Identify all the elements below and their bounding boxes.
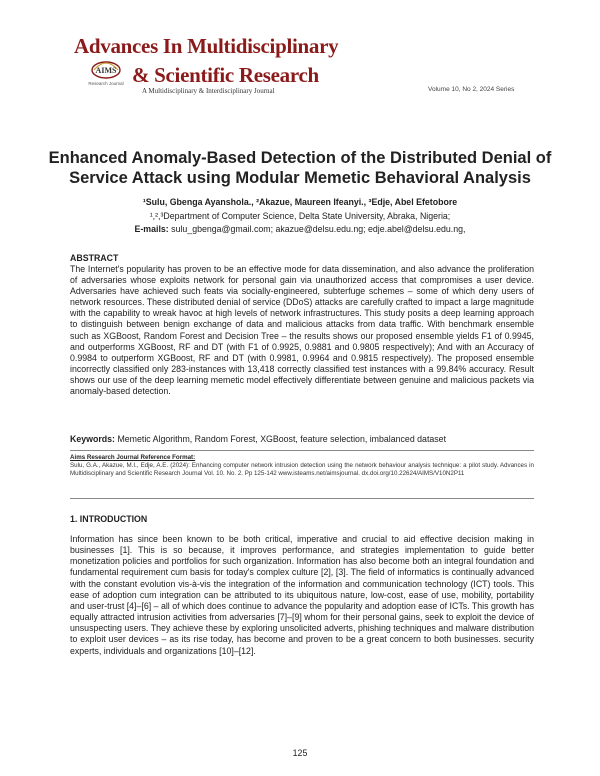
reference-format-heading: Aims Research Journal Reference Format: [70,454,196,461]
keywords [70,434,534,444]
abstract-heading: ABSTRACT [70,253,119,263]
journal-name-line2: & Scientific Research [132,63,319,87]
reference-format-text: Sulu, G.A., Akazue, M.I., Edje, A.E. (2024): Enhancing computer network intrusion detection using the network behaviour analysis technique: a pilot study. Advances in Multidisciplinary and Scientific Research Journal Vol. 10. No. 2. Pp 125-142 www.isteams.net/aimsjournal. dx.doi.org/10.22624/AIMS/V10N2P11 [70,462,534,477]
abstract-text: The Internet's popularity has proven to be an effective mode for data dissemination, and also advance the proliferation of adversaries whose exploits network for personal gain via unauthorized access that compromises a user device. Adversaries have achieved such feats via socially-engineered, subterfuge schemes – some of which deny users of network resources. These distributed denial of service (DDoS) attacks are carefully crafted to impact a large magnitude with the capability to wreak havoc at high levels of network infrastructures. This study posits a deep learning approach to distinguish between benign exchange of data and malicious attacks from data traffic. With benchmark ensemble such as XGBoost, Random Forest and Decision Tree – the results shows our proposed ensemble yields F1 of 0.9945, and outperforms XGBoost, RF and DT (with F1 of 0.9925, 0.9881 and 0.9805 respectively); And with an Accuracy of 0.9984 to outperform XGBoost, RF and DT (with 0.9981, 0.9964 and 0.9815 respectively). The proposed ensemble incorrectly classified only 283-instances with 13,418 correctly classified test instances with a 99.84% accuracy. Result shows our use of the deep learning memetic model effectively differentiate between genuine and malicious packets via anomaly-based detection. [70,264,534,397]
journal-logo-icon [88,58,124,88]
introduction-heading: 1. INTRODUCTION [70,514,148,524]
keywords-text: Memetic Algorithm, Random Forest, XGBoost, feature selection, imbalanced dataset [117,434,447,444]
page-number: 125 [292,748,308,758]
reference-format-box [70,450,534,478]
emails-label: E-mails: [134,224,169,234]
emails-list[interactable]: sulu_gbenga@gmail.com; akazue@delsu.edu.ng; edje.abel@delsu.edu.ng, [171,224,466,234]
article-emails [40,224,560,235]
article-affiliation: ¹,²,³Department of Computer Science, Delta State University, Abraka, Nigeria; [149,211,451,221]
article-authors: ¹Sulu, Gbenga Ayanshola., ²Akazue, Maureen Ifeanyi., ³Edje, Abel Efetobore [142,197,458,207]
journal-name-line1: Advances In Multidisciplinary [74,34,339,58]
badge-text: AIMS [95,66,117,75]
journal-tagline: A Multidisciplinary & Interdisciplinary Journal [142,87,275,95]
keywords-label: Keywords: [70,434,115,444]
article-title: Enhanced Anomaly-Based Detection of the Distributed Denial of Service Attack using Modular Memetic Behavioral Analysis [48,149,552,187]
badge-subtext: Research Journal [88,81,124,86]
volume-info: Volume 10, No 2, 2024 Series [428,86,515,93]
divider [70,498,534,499]
introduction-text: Information has since been known to be both critical, imperative and crucial to aid effective decision making in businesses [1]. This is so because, it improves performance, and strategies implementation to guide better monetization policies and portfolios for such organization. Information has also become both an integral foundation and fundamental requirement cum basis for today's complex culture [2], [3]. The field of informatics is continually advanced with the constant evolution vis-à-vis the integration of the information and communication technology (ICT) tools. This ease of adoption cum integration can be attributed to its ubiquitous nature, low-cost, ease of use, mobility, portability and user-trust [4]–[6] – all of which does continue to advance the popularity and adoption ease of ICTs. This growth has equally attracted intrusion activities from adversaries [7]–[9] whom for their personal gains, seek to exploit the device of unsuspecting users. They achieve these by exploring unsolicited adverts, phishing techniques and malware distribution to exploit user devices – as its rise today, has become and proven to be a great concern to both businesses. security experts, individuals and organizations [10]–[12]. [70,534,534,656]
